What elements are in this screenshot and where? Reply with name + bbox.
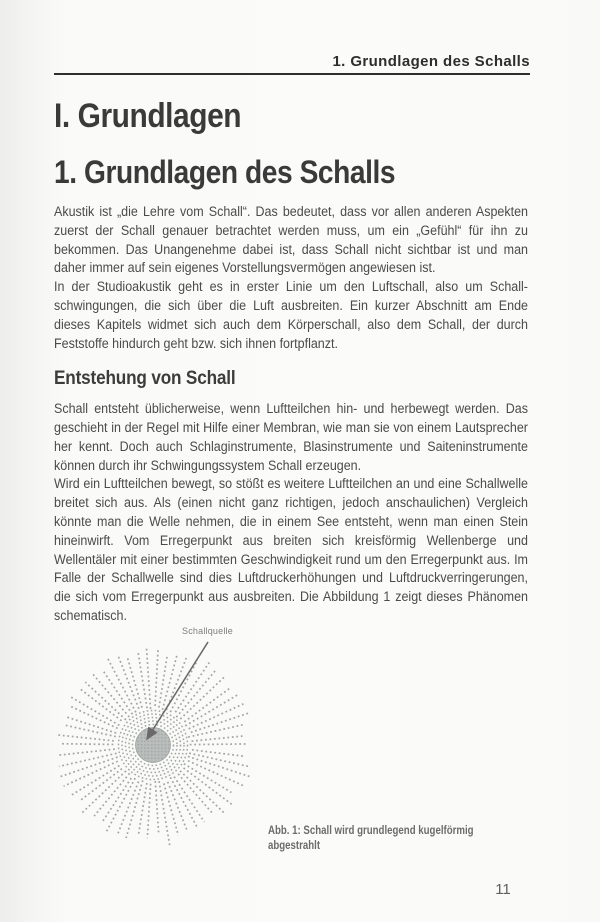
paragraph-1: Akustik ist „die Lehre vom Schall“. Das bedeutet, dass vor allen anderen Aspekten zuerst der Schall genauer betrachtet werden muss, um ein „Gefühl“ für ihn zu bekommen. Das Unangenehme dabei ist, dass Schall nicht sichtbar ist und man daher immer auf sein eigenes Vorstellungsvermögen angewiesen ist. xyxy=(54,204,528,277)
part-title: I. Grundlagen xyxy=(54,97,242,135)
chapter-title: 1. Grundlagen des Schalls xyxy=(54,154,396,190)
paragraph-2: In der Studioakustik geht es in erster Linie um den Luftschall, also um Schallschwingungen, die sich über die Luft ausbreiten. Ein kurzer Abschnitt am Ende dieses Kapitels widmet sich auch dem Körperschall, also dem Schall, der durch Feststoffe hindurch geht bzw. sich ihnen fortpflanzt. xyxy=(54,279,528,352)
section-heading: Entstehung von Schall xyxy=(54,367,236,390)
figure-caption: Abb. 1: Schall wird grundlegend kugelförmig abgestrahlt xyxy=(268,825,474,852)
running-head: 1. Grundlagen des Schalls xyxy=(332,53,530,70)
figure-sound-source xyxy=(48,624,263,852)
figure-label: Schallquelle xyxy=(182,626,233,636)
paragraph-4: Wird ein Luftteilchen bewegt, so stößt es weitere Luftteilchen an und eine Schallwelle breitet sich aus. Als (einen nicht ganz richtigen, jedoch anschaulichen) Vergleich könnte man die Welle nehmen, die in einem See entsteht, wenn man einen Stein hineinwirft. Vom Erregerpunkt aus breiten sich kreisförmig Wellenberge und Wellentäler mit einer bestimmten Geschwindigkeit rund um den Erregerpunkt aus. Im Falle der Schallwelle sind dies Luftdruckerhöhungen und Luftdruckverringerungen, die sich vom Erregerpunkt aus ausbreiten. Die Abbildung 1 zeigt dieses Phänomen schematisch. xyxy=(54,476,528,624)
body-text xyxy=(54,203,528,626)
page-number: 11 xyxy=(495,881,511,898)
paragraph-3: Schall entsteht üblicherweise, wenn Luftteilchen hin- und herbewegt werden. Das geschieht in der Regel mit Hilfe einer Membran, wie man sie von einem Lautsprecher her kennt. Doch auch Schlaginstrumente, Blasinstrumente und Saiteninstrumente können durch ihr Schwingungssystem Schall erzeugen. xyxy=(54,401,528,474)
header-rule xyxy=(54,73,530,75)
sound-radiation-diagram xyxy=(48,624,263,852)
